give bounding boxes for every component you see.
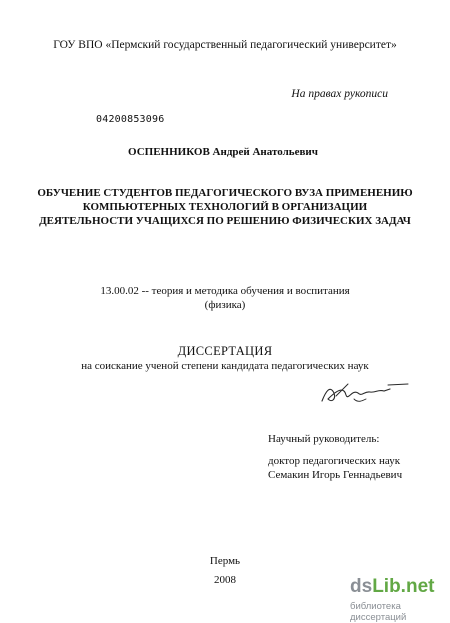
title-line: КОМПЬЮТЕРНЫХ ТЕХНОЛОГИЙ В ОРГАНИЗАЦИИ (82, 201, 368, 213)
organization-name: ГОУ ВПО «Пермский государственный педагогический университет» (53, 39, 397, 51)
year: 2008 (214, 574, 236, 586)
supervisor-block (268, 432, 402, 482)
supervisor-title: доктор педагогических наук (268, 455, 401, 467)
dslib-caption: библиотека диссертаций (350, 601, 407, 623)
document-type: ДИССЕРТАЦИЯ (177, 344, 273, 358)
dslib-logo-part1: ds (350, 576, 373, 597)
rights-note: На правах рукописи (291, 88, 388, 100)
dissertation-title (0, 186, 450, 228)
title-line: ОБУЧЕНИЕ СТУДЕНТОВ ПЕДАГОГИЧЕСКОГО ВУЗА ПРИМЕНЕНИЮ (37, 187, 413, 199)
dslib-watermark (348, 574, 448, 623)
city: Пермь (209, 555, 241, 567)
degree-line: на соискание ученой степени кандидата педагогических наук (81, 360, 369, 372)
author-name: ОСПЕННИКОВ Андрей Анатольевич (128, 146, 318, 158)
dslib-logo (350, 576, 434, 598)
specialty (0, 284, 450, 312)
supervisor-name: Семакин Игорь Геннадьевич (268, 469, 403, 481)
handwritten-signature (318, 379, 410, 407)
title-line: ДЕЯТЕЛЬНОСТИ УЧАЩИХСЯ ПО РЕШЕНИЮ ФИЗИЧЕСКИХ ЗАДАЧ (39, 215, 411, 227)
dslib-logo-part2: Lib.net (372, 576, 435, 597)
specialty-code: 13.00.02 -- теория и методика обучения и воспитания (100, 285, 350, 297)
supervisor-label: Научный руководитель: (268, 433, 380, 445)
registration-number: 04200853096 (96, 114, 165, 125)
specialty-subject: (физика) (204, 299, 246, 311)
